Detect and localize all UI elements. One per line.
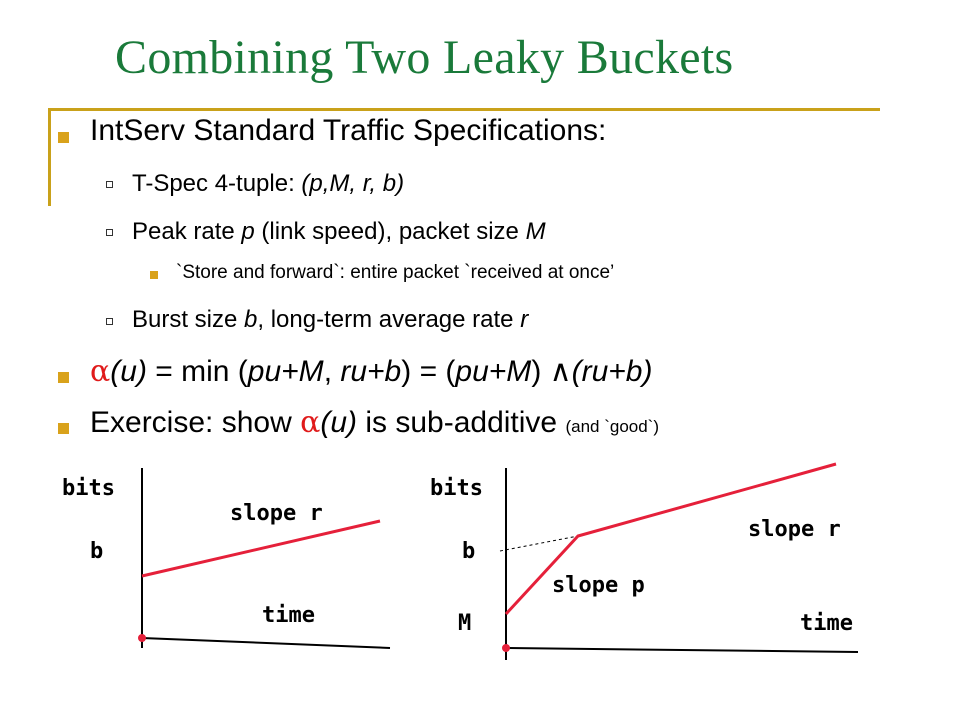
sub-sub-bullet-store-forward: `Store and forward`: entire packet `received at once’ — [176, 262, 615, 283]
sub-bullet-peak-rate: Peak rate p (link speed), packet size M — [132, 218, 546, 245]
bullet-exercise: Exercise: show α(u) is sub-additive (and `good`) — [90, 405, 660, 440]
sub-bullet-burst-size: Burst size b, long-term average rate r — [132, 306, 529, 333]
right-origin-dot — [502, 644, 510, 652]
left-bits-label: bits — [62, 476, 115, 501]
bullet-alpha-formula: α(u) = min (pu+M, ru+b) = (pu+M) ∧(ru+b) — [90, 354, 653, 389]
right-time-label: time — [800, 611, 853, 636]
left-origin-dot — [138, 634, 146, 642]
left-x-axis — [142, 638, 390, 648]
left-b-label: b — [90, 539, 104, 564]
left-slope-r-label: slope r — [230, 501, 323, 526]
left-time-label: time — [262, 603, 315, 628]
right-slope-r-label: slope r — [748, 517, 841, 542]
sub-bullet-tspec: T-Spec 4-tuple: (p,M, r, b) — [132, 170, 405, 197]
right-slope-p-label: slope p — [552, 573, 645, 598]
left-curve — [142, 521, 380, 576]
left-graph — [62, 468, 390, 648]
slide-title: Combining Two Leaky Buckets — [115, 31, 734, 84]
right-m-label: M — [458, 611, 472, 636]
right-graph — [430, 464, 858, 660]
right-b-label: b — [462, 539, 476, 564]
right-x-axis — [506, 648, 858, 652]
bullet-intserv: IntServ Standard Traffic Specifications: — [90, 114, 607, 147]
right-bits-label: bits — [430, 476, 483, 501]
